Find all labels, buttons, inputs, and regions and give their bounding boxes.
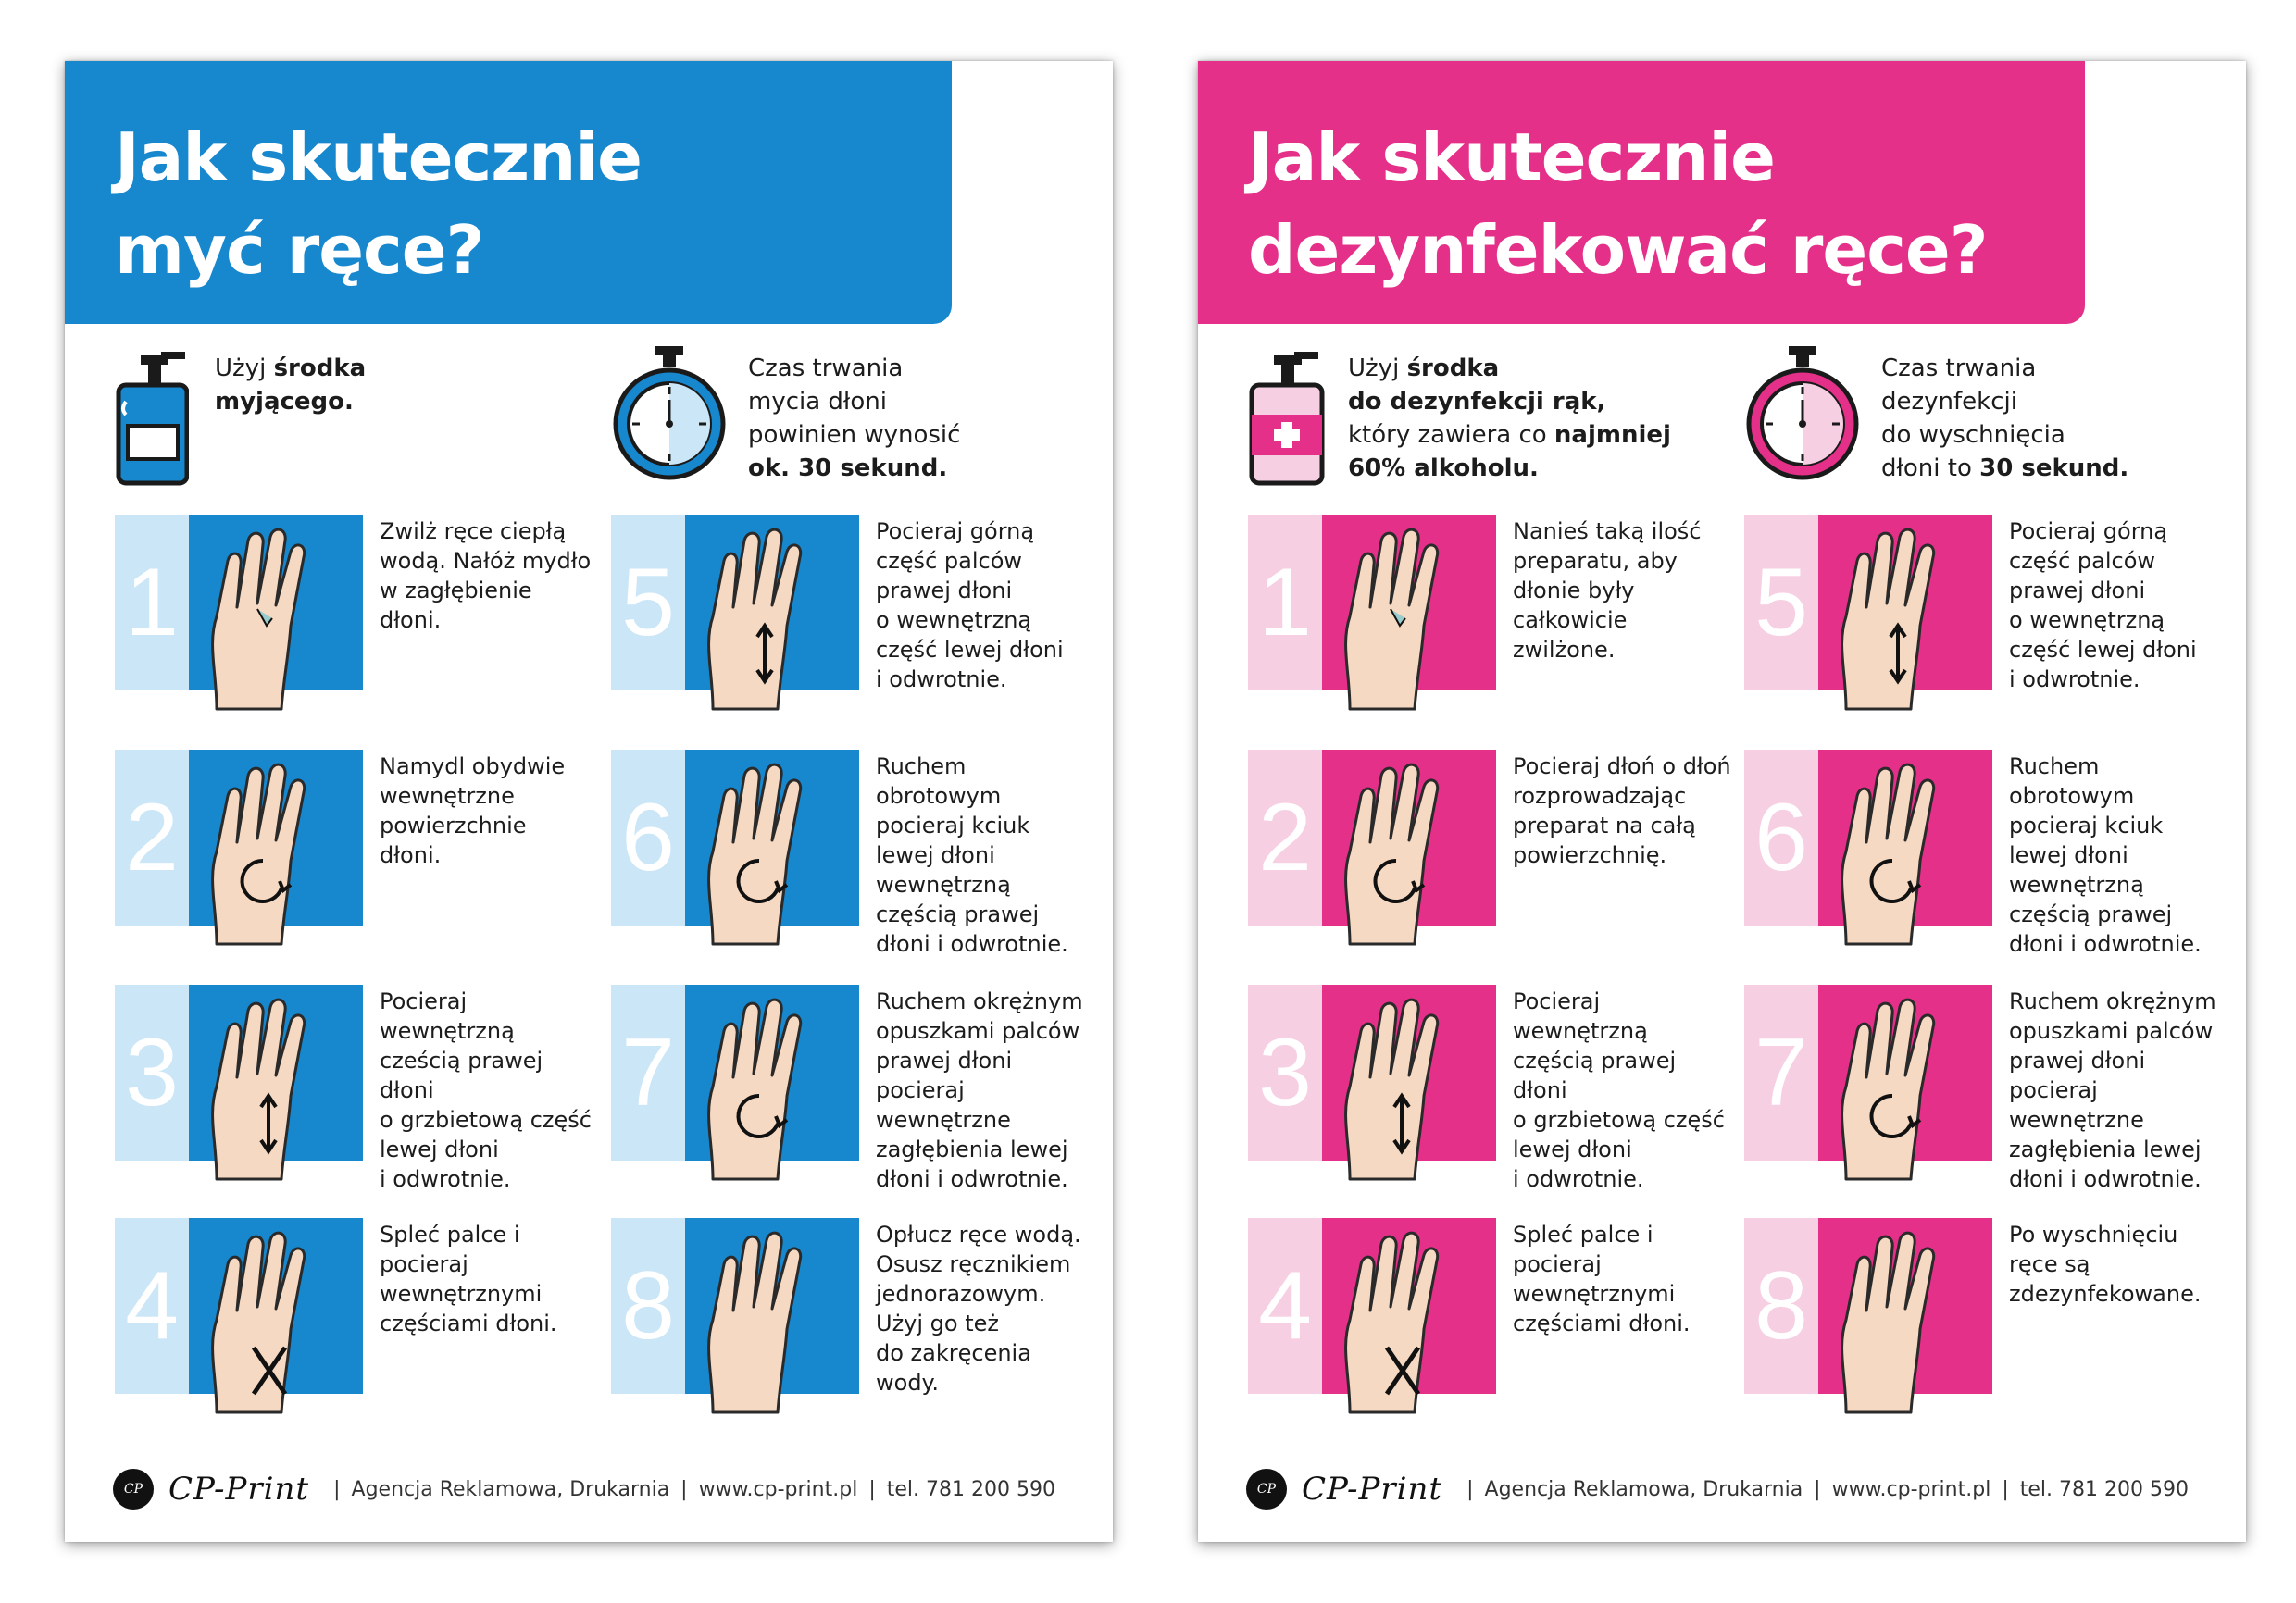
step-text-line: preparat na całą — [1513, 813, 1696, 839]
title-line-1: Jak skutecznie — [1248, 118, 1775, 196]
hand-illustration-icon — [1809, 524, 1994, 718]
step-text-line: wewnętrznymi — [380, 1281, 543, 1307]
step-text-line: i odwrotnie. — [380, 1166, 511, 1192]
step-text-line: o grzbietową część — [1513, 1107, 1725, 1133]
step-text-line: Ruchem — [2009, 753, 2100, 779]
step-text-line: część palców — [876, 548, 1023, 574]
step-text-line: częściami dłoni. — [380, 1311, 557, 1336]
step-text-line: Namydl obydwie — [380, 753, 566, 779]
footer: CP CP-Print | Agencja Reklamowa, Drukarnia | www.cp-print.pl | tel. 781 200 590 — [1246, 1466, 2189, 1512]
cp-logo-icon: CP — [1246, 1469, 1287, 1510]
step-tile-8 — [1744, 1218, 1992, 1394]
hand-illustration-icon — [1313, 1227, 1498, 1422]
step-tile-5 — [1744, 515, 1992, 690]
step-tile-5 — [611, 515, 859, 690]
step-text-line: wody. — [876, 1370, 939, 1396]
step-text-line: dłoni. — [380, 842, 442, 868]
step-text-line: Pocieraj górną — [876, 518, 1035, 544]
step-text-line: częścią prawej — [876, 901, 1040, 927]
step-number: 6 — [1754, 784, 1808, 891]
step-text-line: zagłębienia lewej — [876, 1137, 1068, 1162]
step-description-4 — [1513, 1220, 1735, 1338]
step-text-line: lewej dłoni — [1513, 1137, 1632, 1162]
stopwatch-icon — [609, 344, 730, 483]
step-text-line: zagłębienia lewej — [2009, 1137, 2202, 1162]
step-text-line: Pocieraj górną — [2009, 518, 2168, 544]
step-text-line: i odwrotnie. — [2009, 666, 2140, 692]
step-text-line: zdezynfekowane. — [2009, 1281, 2202, 1307]
footer-phone: tel. 781 200 590 — [2019, 1477, 2189, 1501]
step-description-1 — [380, 516, 602, 635]
hand-illustration-icon — [1313, 759, 1498, 953]
step-text-line: do zakręcenia — [876, 1340, 1031, 1366]
step-text-line: jednorazowym. — [876, 1281, 1046, 1307]
footer-agency: Agencja Reklamowa, Drukarnia — [351, 1477, 670, 1501]
poster-title — [115, 111, 642, 296]
step-text-line: o wewnętrzną — [876, 607, 1032, 633]
hand-illustration-icon — [1809, 1227, 1994, 1422]
step-text-line: Ruchem okrężnym — [2009, 988, 2216, 1014]
hand-illustration-icon — [676, 759, 861, 953]
step-description-6 — [876, 752, 1098, 959]
step-number: 3 — [1258, 1019, 1312, 1126]
footer-phone: tel. 781 200 590 — [886, 1477, 1055, 1501]
step-text-line: i odwrotnie. — [876, 666, 1007, 692]
step-tile-4 — [1248, 1218, 1496, 1394]
step-tile-4 — [115, 1218, 363, 1394]
hand-illustration-icon — [180, 759, 365, 953]
step-text-line: Spleć palce i pocieraj — [380, 1222, 520, 1277]
step-text-line: częściami dłoni. — [1513, 1311, 1691, 1336]
step-text-line: dłoni i odwrotnie. — [2009, 1166, 2202, 1192]
step-text-line: opuszkami palców — [2009, 1018, 2214, 1044]
step-description-8 — [2009, 1220, 2231, 1309]
step-text-line: częścią prawej — [2009, 901, 2173, 927]
step-tile-1 — [1248, 515, 1496, 690]
poster-hand-disinfecting — [1198, 61, 2246, 1542]
step-text-line: prawej dłoni — [2009, 578, 2146, 603]
step-description-7 — [876, 987, 1098, 1194]
poster-header — [1198, 61, 2085, 324]
step-text-line: wewnętrzne — [2009, 1107, 2144, 1133]
brand-signature: CP-Print — [1302, 1471, 1443, 1508]
intro-time-text: Czas trwania mycia dłoni powinien wynosić ok. 30 sekund. — [748, 354, 961, 482]
step-tile-6 — [1744, 750, 1992, 926]
step-tile-7 — [1744, 985, 1992, 1161]
step-tile-6 — [611, 750, 859, 926]
step-text-line: obrotowym — [876, 783, 1002, 809]
step-text-line: Pocieraj dłoń o dłoń — [1513, 753, 1731, 779]
hand-illustration-icon — [1313, 524, 1498, 718]
step-number: 8 — [1754, 1252, 1808, 1360]
footer-agency: Agencja Reklamowa, Drukarnia — [1484, 1477, 1803, 1501]
step-text-line: wewnętrzną — [876, 872, 1011, 898]
step-text-line: pocieraj — [2009, 1077, 2098, 1103]
step-tile-8 — [611, 1218, 859, 1394]
step-text-line: dłoni i odwrotnie. — [876, 1166, 1068, 1192]
step-text-line: prawej dłoni — [876, 578, 1013, 603]
hand-illustration-icon — [180, 524, 365, 718]
step-number: 3 — [125, 1019, 179, 1126]
step-text-line: dłoni i odwrotnie. — [876, 931, 1068, 957]
step-text-line: ręce są — [2009, 1251, 2090, 1277]
hand-illustration-icon — [676, 524, 861, 718]
step-tile-1 — [115, 515, 363, 690]
hand-illustration-icon — [1809, 759, 1994, 953]
step-text-line: opuszkami palców — [876, 1018, 1080, 1044]
step-description-3 — [380, 987, 602, 1194]
footer-website[interactable]: www.cp-print.pl — [1831, 1477, 1991, 1501]
sanitizer-bottle-icon — [1248, 348, 1328, 487]
footer-website[interactable]: www.cp-print.pl — [698, 1477, 858, 1501]
step-text-line: część lewej dłoni — [876, 637, 1064, 663]
step-text-line: lewej dłoni — [2009, 842, 2128, 868]
step-number: 1 — [125, 549, 179, 656]
step-text-line: preparatu, aby — [1513, 548, 1678, 574]
title-line-1: Jak skutecznie — [115, 118, 642, 196]
step-text-line: całkowicie — [1513, 607, 1628, 633]
intro-time-text: Czas trwania dezynfekcji do wyschnięcia dłoni to 30 sekund. — [1881, 354, 2129, 482]
step-number: 8 — [621, 1252, 675, 1360]
step-text-line: Osusz ręcznikiem — [876, 1251, 1071, 1277]
step-number: 2 — [125, 784, 179, 891]
step-text-line: powierzchnie — [380, 813, 527, 839]
step-text-line: o wewnętrzną — [2009, 607, 2165, 633]
step-text-line: i odwrotnie. — [1513, 1166, 1644, 1192]
poster-hand-washing — [65, 61, 1113, 1542]
step-text-line: część lewej dłoni — [2009, 637, 2197, 663]
hand-illustration-icon — [1313, 994, 1498, 1188]
intro-agent-text: Użyj środka do dezynfekcji rąk, który zawiera co najmniej 60% alkoholu. — [1348, 354, 1671, 482]
step-text-line: Użyj go też — [876, 1311, 999, 1336]
step-number: 5 — [621, 549, 675, 656]
step-tile-2 — [1248, 750, 1496, 926]
footer: CP CP-Print | Agencja Reklamowa, Drukarnia | www.cp-print.pl | tel. 781 200 590 — [113, 1466, 1055, 1512]
hand-illustration-icon — [180, 994, 365, 1188]
step-text-line: Pocieraj wewnętrzną — [380, 988, 515, 1044]
step-tile-7 — [611, 985, 859, 1161]
step-text-line: w zagłębienie — [380, 578, 532, 603]
step-description-2 — [1513, 752, 1735, 870]
step-number: 7 — [1754, 1019, 1808, 1126]
step-text-line: wodą. Nałóż mydło — [380, 548, 592, 574]
step-text-line: obrotowym — [2009, 783, 2135, 809]
step-number: 4 — [1258, 1252, 1312, 1360]
step-tile-3 — [1248, 985, 1496, 1161]
intro-agent-text: Użyj środka myjącego. — [215, 354, 367, 416]
hand-illustration-icon — [180, 1227, 365, 1422]
step-number: 4 — [125, 1252, 179, 1360]
step-text-line: lewej dłoni — [380, 1137, 499, 1162]
step-text-line: Nanieś taką ilość — [1513, 518, 1702, 544]
step-text-line: zwilżone. — [1513, 637, 1616, 663]
step-description-5 — [876, 516, 1098, 694]
step-text-line: Ruchem — [876, 753, 967, 779]
step-text-line: wewnętrzną — [2009, 872, 2144, 898]
step-number: 6 — [621, 784, 675, 891]
step-text-line: Spleć palce i pocieraj — [1513, 1222, 1653, 1277]
step-number: 2 — [1258, 784, 1312, 891]
step-description-7 — [2009, 987, 2231, 1194]
step-text-line: część palców — [2009, 548, 2156, 574]
step-tile-3 — [115, 985, 363, 1161]
step-text-line: pocieraj — [876, 1077, 965, 1103]
step-text-line: częścią prawej dłoni — [1513, 1048, 1677, 1103]
step-description-4 — [380, 1220, 602, 1338]
step-text-line: dłoni. — [380, 607, 442, 633]
step-description-6 — [2009, 752, 2231, 959]
step-description-1 — [1513, 516, 1735, 665]
title-line-2: dezynfekować ręce? — [1248, 211, 1988, 289]
step-text-line: dłoni i odwrotnie. — [2009, 931, 2202, 957]
step-text-line: prawej dłoni — [2009, 1048, 2146, 1074]
step-number: 1 — [1258, 549, 1312, 656]
cp-logo-icon: CP — [113, 1469, 154, 1510]
step-number: 5 — [1754, 549, 1808, 656]
step-text-line: powierzchnię. — [1513, 842, 1667, 868]
hand-illustration-icon — [676, 994, 861, 1188]
step-tile-2 — [115, 750, 363, 926]
step-text-line: wewnętrzne — [876, 1107, 1011, 1133]
brand-signature: CP-Print — [168, 1471, 310, 1508]
title-line-2: myć ręce? — [115, 211, 484, 289]
step-text-line: rozprowadzając — [1513, 783, 1687, 809]
poster-title — [1248, 111, 1988, 296]
step-text-line: wewnętrzne — [380, 783, 515, 809]
step-description-2 — [380, 752, 602, 870]
soap-dispenser-icon — [115, 348, 189, 487]
step-text-line: Po wyschnięciu — [2009, 1222, 2178, 1248]
step-text-line: Zwilż ręce ciepłą — [380, 518, 567, 544]
step-text-line: lewej dłoni — [876, 842, 995, 868]
step-text-line: pocieraj kciuk — [2009, 813, 2164, 839]
step-description-5 — [2009, 516, 2231, 694]
step-text-line: o grzbietową część — [380, 1107, 592, 1133]
step-text-line: wewnętrznymi — [1513, 1281, 1676, 1307]
step-text-line: pocieraj kciuk — [876, 813, 1030, 839]
step-number: 7 — [621, 1019, 675, 1126]
step-text-line: dłonie były — [1513, 578, 1635, 603]
hand-illustration-icon — [1809, 994, 1994, 1188]
hand-illustration-icon — [676, 1227, 861, 1422]
step-text-line: Opłucz ręce wodą. — [876, 1222, 1081, 1248]
step-text-line: Pocieraj wewnętrzną — [1513, 988, 1648, 1044]
step-text-line: prawej dłoni — [876, 1048, 1013, 1074]
step-description-3 — [1513, 987, 1735, 1194]
step-text-line: cześcią prawej dłoni — [380, 1048, 543, 1103]
step-description-8 — [876, 1220, 1098, 1398]
stopwatch-icon — [1742, 344, 1863, 483]
poster-header — [65, 61, 952, 324]
step-text-line: Ruchem okrężnym — [876, 988, 1083, 1014]
